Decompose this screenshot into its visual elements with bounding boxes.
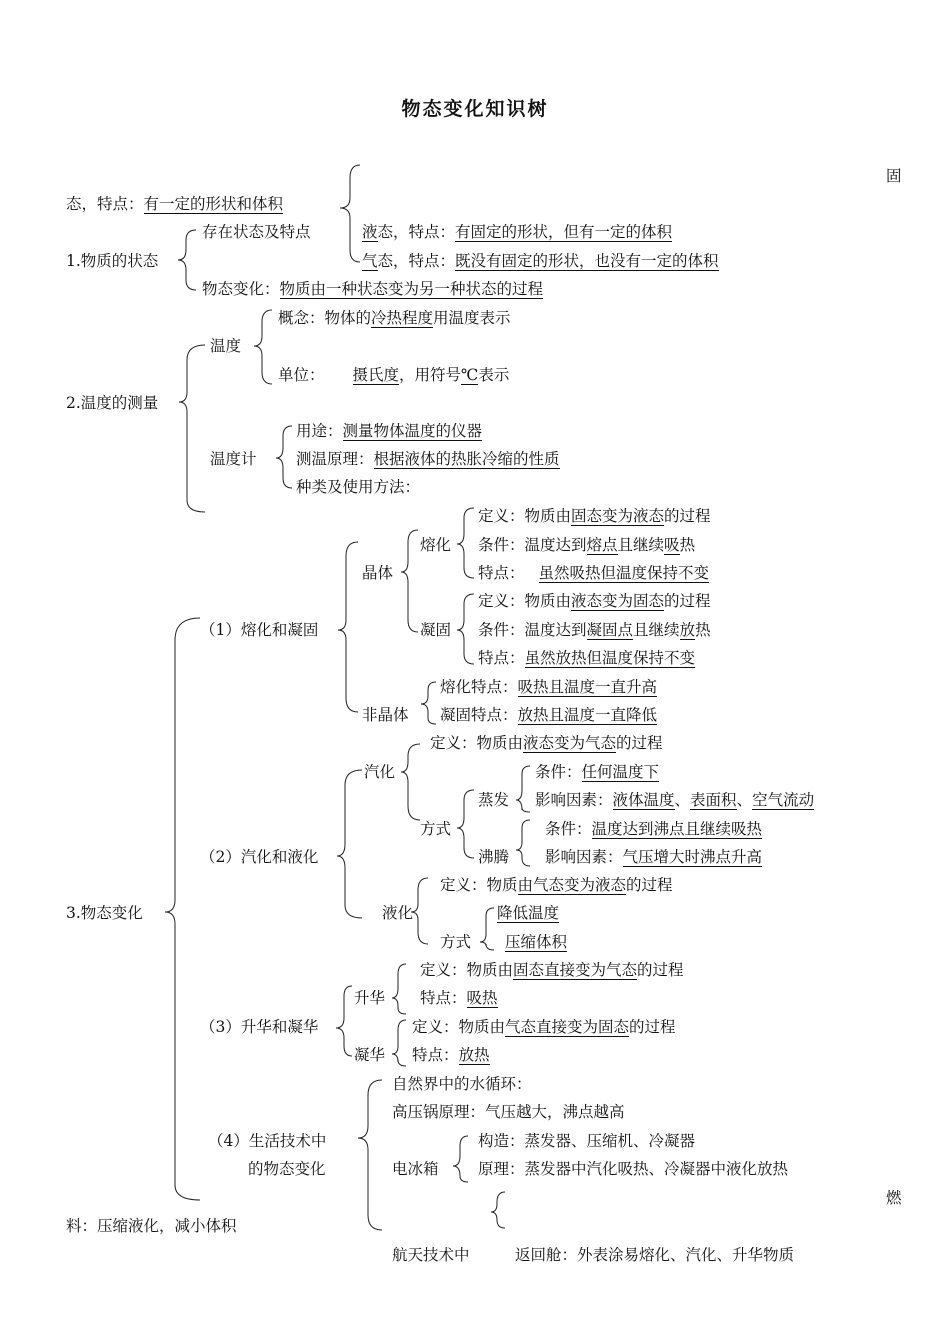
liquid-feature: 有固定的形状，但有一定的体积 (455, 223, 673, 241)
fuel-line: 料：压缩液化，减小体积 (66, 1217, 237, 1235)
sublim-feature: 吸热 (466, 989, 498, 1007)
factor-sep-2: 、 (736, 791, 753, 809)
solid-state-feature: 有一定的形状和体积 (143, 195, 284, 213)
amorphous-melt-feature: 吸热且温度一直升高 (517, 678, 658, 696)
life-label-line1: （4）生活技术中 (208, 1132, 327, 1150)
factor-liquid-temp: 液体温度 (612, 791, 675, 809)
unit-symbol: ℃ (461, 366, 479, 384)
solidify-def-line (478, 591, 711, 611)
bracket-melting (457, 508, 474, 578)
use-def: 测量物体温度的仪器 (342, 422, 483, 440)
unit-tail: 表示 (478, 366, 510, 384)
deposit-def-key: 气态直接变为固态 (505, 1018, 630, 1036)
state-change-line (202, 279, 543, 299)
liquefy-way-compress-text: 压缩体积 (505, 933, 568, 951)
bracket-melt-group (338, 542, 358, 712)
bracket-state-types (340, 165, 360, 262)
deposit-def-tail: 的过程 (629, 1018, 676, 1036)
crystal-label: 晶体 (362, 564, 394, 582)
boil-factors-value: 气压增大时沸点升高 (622, 848, 763, 866)
factor-airflow: 空气流动 (752, 791, 815, 809)
vaporize-def-tail: 的过程 (616, 734, 663, 752)
principle-prefix: 测温原理： (296, 450, 374, 468)
sublimation-label: 升华 (354, 989, 386, 1007)
solidify-cond-tail: 热 (695, 621, 711, 639)
solid-state-prefix: 态，特点： (66, 195, 144, 213)
boiling-label: 沸腾 (478, 848, 510, 866)
melting-def-tail: 的过程 (664, 507, 711, 525)
melting-def-key: 固态变为液态 (571, 507, 665, 525)
concept-key: 冷热程度 (371, 309, 434, 327)
solidify-feature-line (478, 648, 695, 668)
solidify-cond-mid: 且继续 (633, 621, 680, 639)
bracket-temperature (254, 310, 272, 384)
section1-label: 1.物质的状态 (66, 252, 159, 270)
melting-def-prefix: 定义：物质由 (478, 507, 572, 525)
bracket-section3 (165, 618, 200, 1200)
bracket-space (491, 1192, 505, 1228)
evap-cond-line (535, 762, 659, 782)
liquefy-def-key: 由气态变为液态 (517, 876, 627, 894)
unit-name: 摄氏度 (352, 366, 400, 384)
melting-label: 熔化 (420, 536, 452, 554)
state-change-label: 物态变化： (202, 280, 280, 298)
bracket-amorphous (421, 682, 436, 724)
melting-def-line (478, 506, 711, 526)
bracket-vapor-ways (457, 790, 474, 858)
amorphous-solid-feature: 放热且温度一直降低 (517, 706, 658, 724)
boil-cond-line (545, 819, 762, 839)
use-prefix: 用途： (296, 422, 343, 440)
melting-cond-mid: 且继续 (617, 536, 665, 554)
amorphous-melt-prefix: 熔化特点： (440, 678, 518, 696)
evap-cond-prefix: 条件： (535, 763, 582, 781)
water-cycle: 自然界中的水循环： (392, 1075, 532, 1093)
concept-tail: 用温度表示 (433, 309, 511, 327)
state-change-def: 物质由一种状态变为另一种状态的过程 (279, 280, 544, 298)
evaporation-label: 蒸发 (478, 791, 510, 809)
liquefy-label: 液化 (382, 904, 414, 922)
vaporize-def-key: 液态变为气态 (523, 734, 617, 752)
boil-factors-prefix: 影响因素： (545, 848, 623, 866)
vaporize-def-line (430, 733, 663, 753)
bracket-life (358, 1080, 382, 1230)
sublim-def-key: 固态直接变为气态 (513, 961, 638, 979)
amorphous-melt-line (440, 677, 657, 697)
liquefy-def-prefix: 定义：物质 (440, 876, 518, 894)
space-tech-label: 航天技术中 (392, 1246, 470, 1264)
bracket-boiling (516, 820, 530, 866)
bracket-section2 (179, 345, 205, 512)
solidify-cond-line (478, 620, 711, 640)
vaporize-label: 汽化 (364, 763, 396, 781)
melting-cond-prefix: 条件：温度达到 (478, 536, 587, 554)
deposit-feature-prefix: 特点： (412, 1046, 459, 1064)
thermo-principle-line (296, 449, 560, 469)
boil-cond-value: 温度达到沸点且继续吸热 (591, 820, 763, 838)
liquefy-way-compress (505, 932, 567, 952)
liquefy-way-cool (497, 903, 559, 923)
gas-feature: 既没有固定的形状，也没有一定的体积 (455, 252, 719, 270)
melting-absorb: 吸 (664, 536, 680, 554)
bracket-evaporation (516, 766, 530, 812)
bracket-sublimation (392, 964, 406, 1014)
sublim-feature-prefix: 特点： (420, 989, 467, 1007)
evap-factors-prefix: 影响因素： (535, 791, 613, 809)
bracket-vapor-group (337, 770, 362, 918)
amorphous-label: 非晶体 (362, 706, 409, 724)
bracket-crystal (401, 530, 418, 632)
amorphous-solid-line (440, 705, 657, 725)
liquefy-ways-label: 方式 (440, 933, 472, 951)
liquid-prefix: 态，特点： (377, 223, 456, 241)
solidify-feature-prefix: 特点： (478, 649, 525, 667)
liquefy-way-cool-text: 降低温度 (497, 904, 560, 922)
solidify-feature: 虽然放热但温度保持不变 (524, 649, 696, 667)
vaporize-def-prefix: 定义：物质由 (430, 734, 524, 752)
liquefy-def-tail: 的过程 (626, 876, 673, 894)
boil-factors-line (545, 847, 762, 867)
deposit-feature: 放热 (458, 1046, 490, 1064)
unit-prefix: 单位： (278, 366, 325, 384)
sublim-def-tail: 的过程 (637, 961, 684, 979)
boil-cond-prefix: 条件： (545, 820, 592, 838)
sublim-def-prefix: 定义：物质由 (420, 961, 514, 979)
gas-state-line (362, 251, 719, 271)
thermometer-label: 温度计 (210, 450, 257, 468)
pressure-cooker: 高压锅原理：气压越大，沸点越高 (392, 1103, 625, 1121)
melt-solidify-label: （1）熔化和凝固 (200, 621, 319, 639)
vapor-liquefy-label: （2）汽化和液化 (200, 848, 319, 866)
section3-label: 3.物态变化 (66, 904, 143, 922)
solidify-def-tail: 的过程 (664, 592, 711, 610)
bracket-liquefy-ways (480, 908, 494, 950)
deposit-def-prefix: 定义：物质由 (412, 1018, 506, 1036)
solidify-point: 凝固点 (586, 621, 634, 639)
solidify-cond-prefix: 条件：温度达到 (478, 621, 587, 639)
amorphous-solid-prefix: 凝固特点： (440, 706, 518, 724)
life-label-line2: 的物态变化 (248, 1160, 326, 1178)
melting-feature-prefix: 特点： (478, 564, 525, 582)
melting-point: 熔点 (586, 536, 618, 554)
solidify-label: 凝固 (420, 621, 452, 639)
fridge-structure: 构造：蒸发器、压缩机、冷凝器 (478, 1132, 696, 1150)
bracket-fridge (453, 1136, 468, 1182)
solidify-def-prefix: 定义：物质由 (478, 592, 572, 610)
unit-mid: ，用符号 (399, 366, 462, 384)
exist-states-label: 存在状态及特点 (202, 223, 311, 241)
solidify-def-key: 液态变为固态 (571, 592, 665, 610)
sublim-deposit-label: （3）升华和凝华 (200, 1018, 319, 1036)
page-title: 物态变化知识树 (401, 98, 549, 120)
evap-cond-value: 任何温度下 (581, 763, 660, 781)
bracket-deposition (392, 1020, 406, 1066)
melting-cond-tail: 热 (679, 536, 696, 554)
melting-cond-line (478, 535, 695, 555)
melting-feature-line (478, 563, 709, 583)
temp-concept-line (278, 308, 511, 328)
deposit-feature-line (412, 1045, 490, 1065)
deposition-label: 凝华 (354, 1046, 386, 1064)
factor-surface: 表面积 (690, 791, 737, 809)
bracket-solidify (457, 594, 474, 664)
sublim-feature-line (420, 988, 498, 1008)
fridge-label: 电冰箱 (392, 1160, 439, 1178)
bracket-section1 (178, 230, 196, 290)
liquefy-def-line (440, 875, 673, 895)
gas-char: 气 (362, 252, 378, 270)
solidify-release: 放 (679, 621, 696, 639)
factor-sep-1: 、 (674, 791, 691, 809)
solid-state-line (66, 194, 283, 214)
temp-unit-line (278, 365, 509, 385)
deposit-def-line (412, 1017, 676, 1037)
thermo-use-line (296, 421, 482, 441)
concept-prefix: 概念：物体的 (278, 309, 372, 327)
liquid-char: 液 (362, 223, 378, 241)
edge-char-solid: 固 (886, 167, 902, 185)
liquid-state-line (362, 222, 672, 242)
return-capsule: 返回舱：外表涂易熔化、汽化、升华物质 (515, 1246, 795, 1264)
fridge-principle: 原理：蒸发器中汽化吸热、冷凝器中液化放热 (478, 1160, 789, 1178)
section2-label: 2.温度的测量 (66, 394, 159, 412)
vaporize-ways-label: 方式 (420, 820, 452, 838)
melting-feature: 虽然吸热但温度保持不变 (538, 564, 710, 582)
bracket-thermometer (276, 426, 292, 488)
bracket-liquefy (411, 878, 428, 944)
temperature-label: 温度 (210, 337, 242, 355)
edge-char-fuel: 燃 (886, 1189, 902, 1207)
evap-factors-line (535, 790, 814, 810)
principle-def: 根据液体的热胀冷缩的性质 (373, 450, 560, 468)
bracket-sublim-group (336, 986, 352, 1056)
gas-prefix: 态，特点： (377, 252, 456, 270)
sublim-def-line (420, 960, 684, 980)
bracket-vaporize (401, 744, 420, 820)
thermo-kinds-line: 种类及使用方法： (296, 478, 421, 496)
